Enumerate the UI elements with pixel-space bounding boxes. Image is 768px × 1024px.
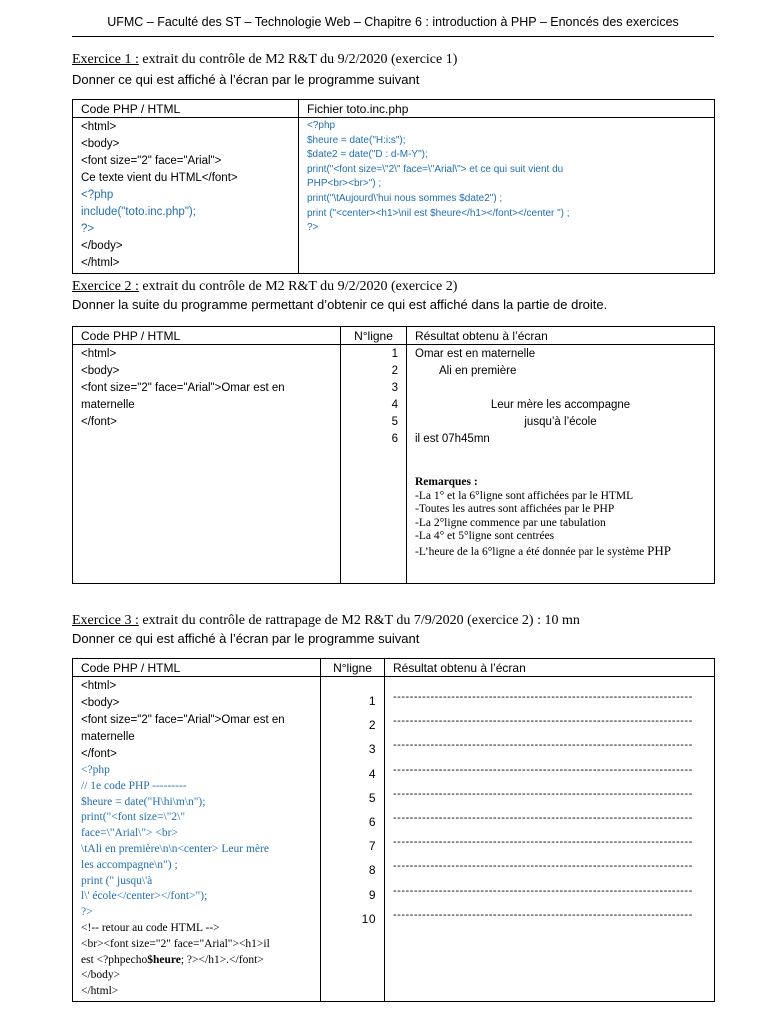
code-line: // 1e code PHP --------- (81, 779, 187, 792)
code-line: Ce texte vient du HTML</font> (81, 172, 238, 184)
remark-text: -L’heure de la 6°ligne a été donnée par le système (415, 545, 648, 558)
code-line: <font size="2" face="Arial">Omar est en (81, 714, 285, 726)
file-line: $heure = date("H:i:s"); (307, 134, 406, 146)
code-line: <?php (81, 764, 110, 776)
code-line: <!-- retour au code HTML --> (81, 921, 220, 934)
code-fragment: est <?phpecho (81, 953, 148, 966)
exercise-1-title (72, 52, 457, 68)
result-line: Omar est en maternelle (415, 348, 536, 360)
code-line: \tAli en première\n\n<center> Leur mère (81, 842, 269, 855)
result-line: Leur mère les accompagne (490, 399, 631, 411)
file-line: $date2 = date("D : d-M-Y"); (307, 149, 428, 161)
remark-item: -Toutes les autres sont affichées par le PHP (415, 503, 615, 515)
ex3-code-cell (73, 677, 321, 1002)
file-line: print ("<center><h1>\nil est $heure</h1></font></center ") ; (307, 207, 570, 219)
answer-line[interactable]: ------------------------------------------------------------------------ (393, 811, 693, 824)
line-number: 5 (368, 790, 376, 805)
ex2-code-cell (73, 345, 341, 584)
code-line: face=\"Arial\"> <br> (81, 827, 178, 840)
exercise-2-table (72, 326, 715, 584)
remark-item (415, 544, 706, 560)
result-line: Ali en première (439, 365, 517, 377)
line-number: 6 (368, 814, 376, 829)
exercise-2-title (72, 279, 457, 295)
code-line: </body> (81, 969, 121, 982)
ex3-col-line: N°ligne (321, 659, 385, 677)
code-line: <body> (81, 697, 120, 709)
code-line: les accompagne\n") ; (81, 858, 178, 871)
exercise-2-title-text: extrait du contrôle de M2 R&T du 9/2/2020 (exercice 2) (138, 279, 458, 294)
code-line: <font size="2" face="Arial">Omar est en (81, 382, 285, 394)
ex2-col-code: Code PHP / HTML (73, 327, 341, 345)
answer-line[interactable]: ------------------------------------------------------------------------ (393, 739, 693, 752)
ex2-col-line: N°ligne (341, 327, 407, 345)
code-line: <html> (81, 348, 117, 360)
result-line: il est 07h45mn (415, 433, 490, 445)
ex3-line-numbers (321, 677, 385, 1002)
result-line-empty (415, 380, 706, 397)
ex1-col-file: Fichier toto.inc.php (299, 100, 715, 118)
ex2-result-cell (407, 345, 715, 584)
remark-php: PHP (647, 542, 672, 558)
line-number: 1 (391, 348, 398, 360)
line-number: 4 (391, 399, 398, 411)
remarks-title: Remarques : (415, 476, 478, 488)
answer-line[interactable]: ------------------------------------------------------------------------ (393, 908, 693, 921)
line-number: 2 (391, 365, 398, 377)
code-fragment: ; ?></h1>.</font> (180, 953, 264, 966)
ex3-result-cell (385, 677, 715, 1002)
file-line: PHP<br><br>") ; (307, 178, 382, 190)
code-line: maternelle (81, 731, 135, 743)
exercise-3-title (72, 613, 580, 629)
code-line: </body> (81, 240, 123, 252)
remark-item: -La 4° et 5°ligne sont centrées (415, 530, 555, 542)
line-number: 9 (368, 887, 376, 902)
line-number: 1 (368, 694, 376, 708)
exercise-1-title-text: extrait du contrôle de M2 R&T du 9/2/2020 (exercice 1) (138, 52, 458, 67)
code-line: <font size="2" face="Arial"> (81, 155, 222, 167)
ex3-col-result: Résultat obtenu à l’écran (385, 659, 715, 677)
ex2-col-result: Résultat obtenu à l’écran (407, 327, 715, 345)
file-line: <?php (307, 120, 336, 131)
line-number: 5 (391, 416, 398, 428)
remark-item: -La 2°ligne commence par une tabulation (415, 516, 606, 529)
result-line: jusqu’à l’école (524, 416, 597, 428)
exercise-3-label: Exercice 3 : (72, 613, 139, 628)
answer-line[interactable]: ------------------------------------------------------------------------ (393, 763, 693, 776)
ex3-col-code: Code PHP / HTML (73, 659, 321, 677)
code-line: $heure = date("H\hi\m\n"); (81, 795, 206, 808)
code-line: <body> (81, 138, 120, 150)
remarks-block (415, 476, 706, 559)
file-line: ?> (307, 222, 319, 234)
ex2-line-numbers (341, 345, 407, 584)
code-line: <html> (81, 121, 117, 133)
line-number: 6 (391, 433, 398, 445)
code-line: ?> (81, 223, 95, 235)
line-number: 10 (361, 911, 376, 926)
code-line: print (" jusqu\'à (81, 874, 153, 887)
page-header: UFMC – Faculté des ST – Technologie Web – Chapitre 6 : introduction à PHP – Enoncés des exercices (107, 15, 679, 29)
code-line (81, 953, 312, 969)
remark-item: -La 1° et la 6°ligne sont affichées par le HTML (415, 489, 634, 502)
exercise-2-label: Exercice 2 : (72, 279, 139, 294)
code-line: </html> (81, 257, 120, 269)
code-variable: $heure (147, 953, 181, 966)
code-line: <?php (81, 189, 114, 201)
code-line: ?> (81, 906, 93, 919)
line-number: 7 (368, 839, 376, 854)
code-line: <html> (81, 680, 117, 692)
code-line: include("toto.inc.php"); (81, 206, 196, 218)
exercise-1-subtitle: Donner ce qui est affiché à l’écran par le programme suivant (72, 72, 420, 87)
header-rule (72, 36, 714, 37)
exercise-1-table (72, 99, 715, 274)
ex1-file-cell (299, 118, 715, 274)
code-line: maternelle (81, 399, 135, 411)
answer-line[interactable]: ------------------------------------------------------------------------ (393, 715, 693, 728)
code-line: print("<font size=\"2\" (81, 811, 186, 824)
ex1-code-cell (73, 118, 299, 274)
line-number: 3 (391, 382, 398, 394)
answer-line[interactable]: ------------------------------------------------------------------------ (393, 691, 693, 703)
code-line: <br><font size="2" face="Arial"><h1>il (81, 937, 270, 950)
file-line: print("\tAujourd\'hui nous sommes $date2") ; (307, 192, 503, 204)
code-line: <body> (81, 365, 120, 377)
code-line: </html> (81, 985, 119, 998)
line-number: 2 (368, 718, 376, 733)
answer-line[interactable]: ------------------------------------------------------------------------ (393, 884, 693, 897)
file-line: print("<font size=\"2\" face=\"Arial\"> et ce qui suit vient du (307, 163, 564, 175)
line-number: 4 (368, 766, 376, 781)
exercise-3-subtitle: Donner ce qui est affiché à l’écran par le programme suivant (72, 631, 420, 646)
line-number: 8 (368, 863, 376, 878)
answer-line[interactable]: ------------------------------------------------------------------------ (393, 787, 693, 800)
code-line: </font> (81, 416, 117, 428)
code-line: </font> (81, 748, 117, 760)
exercise-3-title-text: extrait du contrôle de rattrapage de M2 R&T du 7/9/2020 (exercice 2) : 10 mn (138, 613, 580, 628)
answer-line[interactable]: ------------------------------------------------------------------------ (393, 836, 693, 849)
answer-line[interactable]: ------------------------------------------------------------------------ (393, 860, 693, 873)
ex1-col-code: Code PHP / HTML (73, 100, 299, 118)
line-number: 3 (368, 742, 376, 757)
exercise-3-table (72, 658, 715, 1002)
code-line: l\' école</center></font>"); (81, 890, 208, 903)
exercise-2-subtitle: Donner la suite du programme permettant d’obtenir ce qui est affiché dans la partie de droite. (72, 297, 608, 312)
exercise-1-label: Exercice 1 : (72, 52, 139, 67)
